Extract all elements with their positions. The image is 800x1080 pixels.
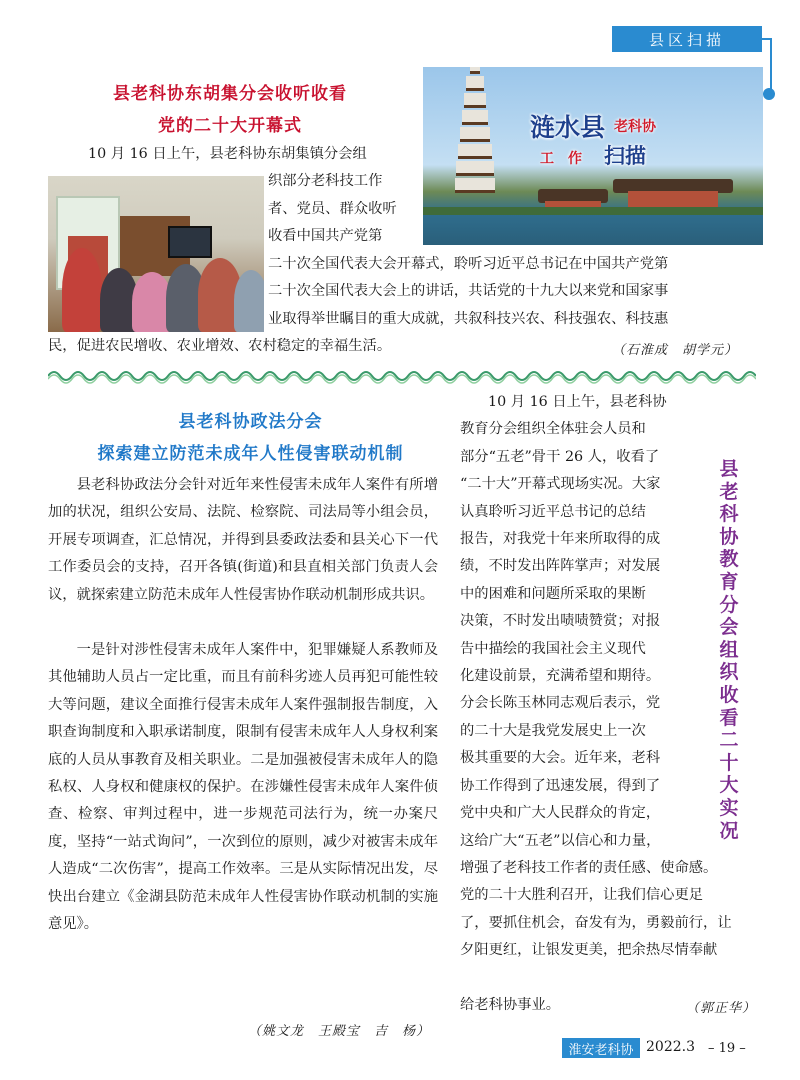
banner-work: 工 作 <box>540 151 582 167</box>
article1-line: 10 月 16 日上午，县老科协东胡集镇分会组 <box>88 146 367 162</box>
page-number: – 19 – <box>708 1041 746 1056</box>
article3-line: 极其重要的大会。近年来，老科 <box>460 750 661 767</box>
article3-line: 中的困难和问题所采取的果断 <box>460 585 646 602</box>
article3-wide-column <box>460 855 760 965</box>
article3-line: 党的二十大胜利召开，让我们信心更足 <box>460 887 704 904</box>
article3-line: 决策，不时发出啧啧赞赏；对报 <box>460 613 661 630</box>
section-tag: 县区扫描 <box>612 26 762 52</box>
meeting-photo <box>48 176 264 332</box>
article3-line: 增强了老科技工作者的责任感、使命感。 <box>460 860 718 876</box>
article1-line: 收看中国共产党第 <box>268 228 383 244</box>
article3-line: 党中央和广大人民群众的肯定， <box>460 805 661 822</box>
article1-byline: （石淮成 胡学元） <box>612 343 739 358</box>
article3-vertical-title: 县老科协教育分会组织收看二十大实况 <box>719 458 739 842</box>
article1-title-line1: 县老科协东胡集分会收听收看 <box>113 84 347 104</box>
article2-title-line2: 探索建立防范未成年人性侵害联动机制 <box>97 444 404 464</box>
article2-paragraph-1: 县老科协政法分会针对近年来性侵害未成年人案件有所增加的状况，组织公安局、法院、检察院、司法局等小组会员，开展专项调查，汇总情况，并得到县委政法委和县关心下一代工作委员会的支持，召开各镇(街道)和县直相关部门负责人会议，就探索建立防范未成年人性侵害协作联动机制形成共识。 <box>48 477 438 603</box>
article3-line: 绩，不时发出阵阵掌声；对发展 <box>460 558 661 575</box>
article3-line: 认真聆听习近平总书记的总结 <box>460 503 646 520</box>
article3-line: 告中描绘的我国社会主义现代 <box>460 640 646 657</box>
article3-line: 报告，对我党十年来所取得的成 <box>460 531 661 548</box>
article3-last-line: 给老科协事业。 <box>460 997 561 1013</box>
article2-title-line1: 县老科协政法分会 <box>178 412 323 432</box>
article2-paragraph-2: 一是针对涉性侵害未成年人案件中，犯罪嫌疑人系教师及其他辅助人员占一定比重，而且有前科劣迹人员再犯可能性较大等问题，建议全面推行侵害未成年人案件强制报告制度，入职查询制度和入职承诺制度，限制有侵害未成年人人身权利案底的人员从事教育及相关职业。二是加强被侵害未成年人的隐私权、人身权和健康权的保护。在涉嫌性侵害未成年人案件侦查、检察、审判过程中，进一步规范司法行为，统一办案尺度，坚持“一站式询问”，一次到位的原则，减少对被害未成年人造成“二次伤害”，提高工作效率。三是从实际情况出发，尽快出台建立《金湖县防范未成年人性侵害协作联动机制的实施意见》。 <box>48 642 438 933</box>
article1-line: 二十次全国代表大会上的讲话，共话党的十九大以来党和国家事 <box>268 283 669 299</box>
tag-dot <box>763 88 775 100</box>
article3-line: “二十大”开幕式现场实况。大家 <box>460 476 661 493</box>
magazine-name: 淮安老科协 <box>562 1038 640 1058</box>
article3-line: 分会长陈玉林同志观后表示，党 <box>460 695 661 712</box>
banner-org: 老科协 <box>614 119 656 135</box>
banner-scan: 扫描 <box>604 144 646 168</box>
article1-line: 二十次全国代表大会开幕式，聆听习近平总书记在中国共产党第 <box>268 256 669 272</box>
article1-title-line2: 党的二十大开幕式 <box>158 116 302 136</box>
tag-connector-vertical <box>770 38 772 90</box>
article1-line: 织部分老科技工作 <box>268 173 383 189</box>
article3-line: 夕阳更红，让银发更美，把余热尽情奉献 <box>460 942 718 959</box>
article3-line: 协工作得到了迅速发展，得到了 <box>460 777 661 794</box>
wave-divider <box>48 366 756 386</box>
article1-line: 民，促进农民增收、农业增效、农村稳定的幸福生活。 <box>48 338 392 354</box>
article3-narrow-column <box>460 389 710 855</box>
article3-line: 部分“五老”骨干 26 人，收看了 <box>460 448 660 465</box>
issue-number: 2022.3 <box>646 1039 695 1055</box>
article2-byline: （姚文龙 王殿宝 吉 杨） <box>248 1024 431 1039</box>
article3-byline: （郭正华） <box>686 1001 757 1016</box>
article3-line: 这给广大“五老”以信心和力量， <box>460 832 661 849</box>
article3-line: 化建设前景，充满希望和期待。 <box>460 668 661 685</box>
article1-line: 业取得举世瞩目的重大成就，共叙科技兴农、科技强农、科技惠 <box>268 311 669 327</box>
article3-line: 10 月 16 日上午，县老科协 <box>488 394 667 410</box>
banner-county: 涟水县 <box>530 113 606 142</box>
tag-connector <box>744 38 772 40</box>
lianshui-banner-photo <box>423 67 763 245</box>
article1-line: 者、党员、群众收听 <box>268 201 397 217</box>
article3-line: 教育分会组织全体驻会人员和 <box>460 421 646 438</box>
article3-line: 的二十大是我党发展史上一次 <box>460 722 646 739</box>
article3-line: 了，要抓住机会，奋发有为，勇毅前行，让 <box>460 914 732 931</box>
